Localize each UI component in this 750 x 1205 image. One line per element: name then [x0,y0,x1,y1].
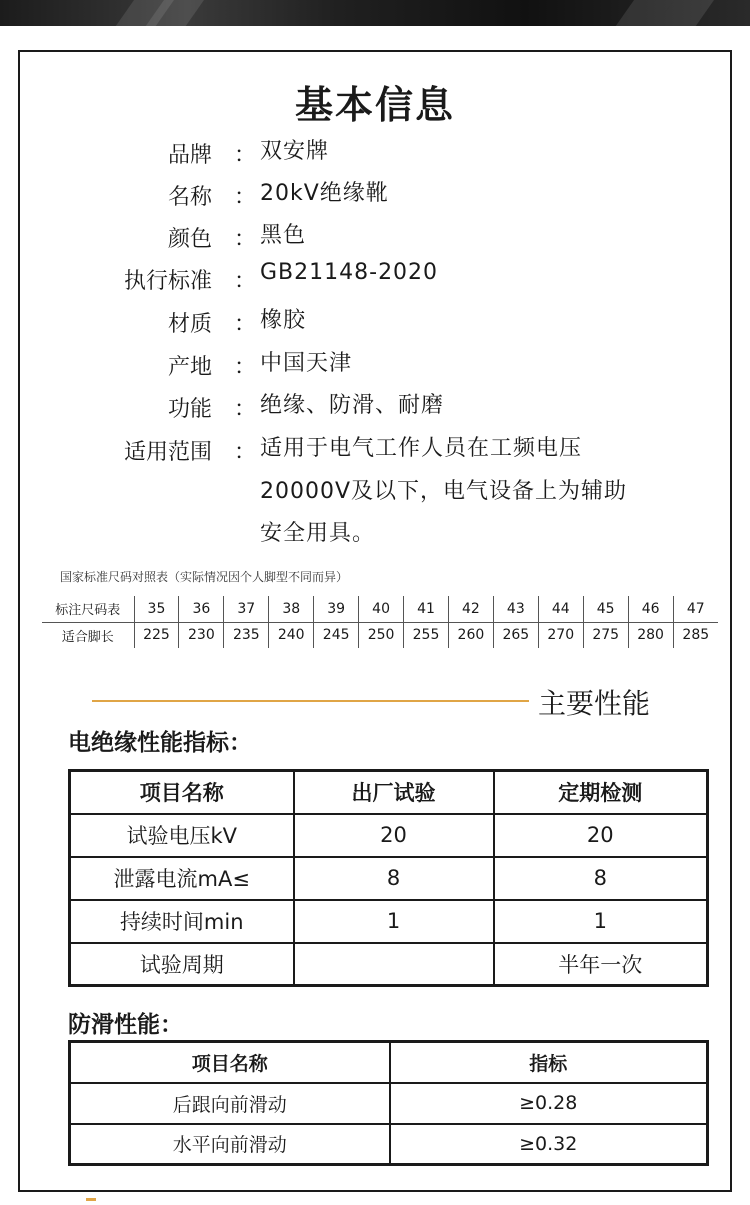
size-cell: 35 [134,596,179,622]
size-cell: 39 [314,596,359,622]
info-scope-line-3: 安全用具。 [260,521,376,546]
info-value: 绝缘、防滑、耐磨 [260,393,445,418]
table-cell: 水平向前滑动 [70,1124,390,1165]
electrical-heading: 电绝缘性能指标： [68,730,252,756]
antislip-table [68,1040,709,1166]
electrical-table [68,769,709,987]
info-value: GB21148-2020 [260,260,439,285]
info-row-name [0,174,750,214]
table-cell: 20 [494,814,708,857]
length-row-label: 适合脚长 [61,629,114,645]
section-divider-line [92,700,529,702]
top-banner [0,0,750,26]
info-colon: ： [234,269,257,294]
table-row [70,900,708,943]
length-cell: 265 [493,622,538,648]
length-cell: 260 [448,622,493,648]
info-row-material [0,301,750,341]
table-cell: ≥0.32 [390,1124,708,1165]
table-header-row [70,771,708,814]
info-label: 适用范围 [123,440,212,465]
size-cell: 40 [359,596,404,622]
table-cell: 1 [494,900,708,943]
info-value: 橡胶 [260,308,307,333]
length-cell: 250 [359,622,404,648]
info-value: 双安牌 [260,139,330,164]
info-value: 适用于电气工作人员在工频电压 [260,436,583,461]
info-colon: ： [234,143,257,168]
size-chart-table [42,596,718,648]
info-scope-line-2: 20000V及以下，电气设备上为辅助 [260,479,628,504]
table-cell [294,943,494,986]
info-colon: ： [234,355,257,380]
table-cell: 8 [294,857,494,900]
length-cell: 280 [628,622,673,648]
table-cell: 1 [294,900,494,943]
info-label: 功能 [167,397,212,422]
size-row-label: 标注尺码表 [42,596,134,622]
info-colon: ： [234,185,257,210]
table-cell: 泄露电流mA≤ [70,857,294,900]
size-cell: 46 [628,596,673,622]
size-cell: 36 [179,596,224,622]
table-row [70,1124,708,1165]
info-row-origin [0,344,750,384]
info-colon: ： [234,397,257,422]
size-row [42,596,718,622]
length-cell: 285 [673,622,718,648]
length-cell: 225 [134,622,179,648]
antislip-heading: 防滑性能： [68,1012,183,1038]
size-cell: 44 [538,596,583,622]
table-header-row [70,1042,708,1083]
length-cell: 275 [583,622,628,648]
length-cell: 235 [224,622,269,648]
size-cell: 42 [448,596,493,622]
size-chart-caption: 国家标准尺码对照表（实际情况因个人脚型不同而异） [60,570,349,584]
header-cell: 项目名称 [70,771,294,814]
section-title: 主要性能 [538,687,651,720]
info-row-function [0,386,750,426]
info-value: 黑色 [260,223,307,248]
info-value: 中国天津 [260,351,353,376]
table-row [70,857,708,900]
size-cell: 38 [269,596,314,622]
table-cell: 半年一次 [494,943,708,986]
length-cell: 270 [538,622,583,648]
table-cell: ≥0.28 [390,1083,708,1124]
size-cell: 37 [224,596,269,622]
size-cell: 43 [493,596,538,622]
info-row-color [0,216,750,256]
info-colon: ： [234,227,257,252]
info-label: 执行标准 [123,269,212,294]
table-cell: 试验电压kV [70,814,294,857]
info-colon: ： [234,312,257,337]
table-row [70,943,708,986]
header-cell: 指标 [390,1042,708,1083]
table-cell: 试验周期 [70,943,294,986]
info-label: 品牌 [167,143,212,168]
info-colon: ： [234,440,257,465]
table-cell: 8 [494,857,708,900]
length-cell: 245 [314,622,359,648]
info-row-scope [0,429,750,469]
length-row [42,622,718,648]
length-cell: 230 [179,622,224,648]
size-cell: 45 [583,596,628,622]
size-cell: 41 [404,596,449,622]
table-cell: 后跟向前滑动 [70,1083,390,1124]
info-row-brand [0,132,750,172]
info-row-standard [0,258,750,298]
info-label: 颜色 [167,227,212,252]
size-cell: 47 [673,596,718,622]
info-label: 名称 [167,185,212,210]
bottom-accent-mark [86,1198,96,1201]
table-cell: 20 [294,814,494,857]
info-label: 材质 [167,312,212,337]
header-cell: 出厂试验 [294,771,494,814]
header-cell: 项目名称 [70,1042,390,1083]
info-label: 产地 [167,355,212,380]
table-cell: 持续时间min [70,900,294,943]
info-value: 20kV绝缘靴 [260,181,389,206]
page-title: 基本信息 [294,83,455,127]
table-row [70,1083,708,1124]
length-cell: 240 [269,622,314,648]
table-row [70,814,708,857]
length-cell: 255 [404,622,449,648]
header-cell: 定期检测 [494,771,708,814]
